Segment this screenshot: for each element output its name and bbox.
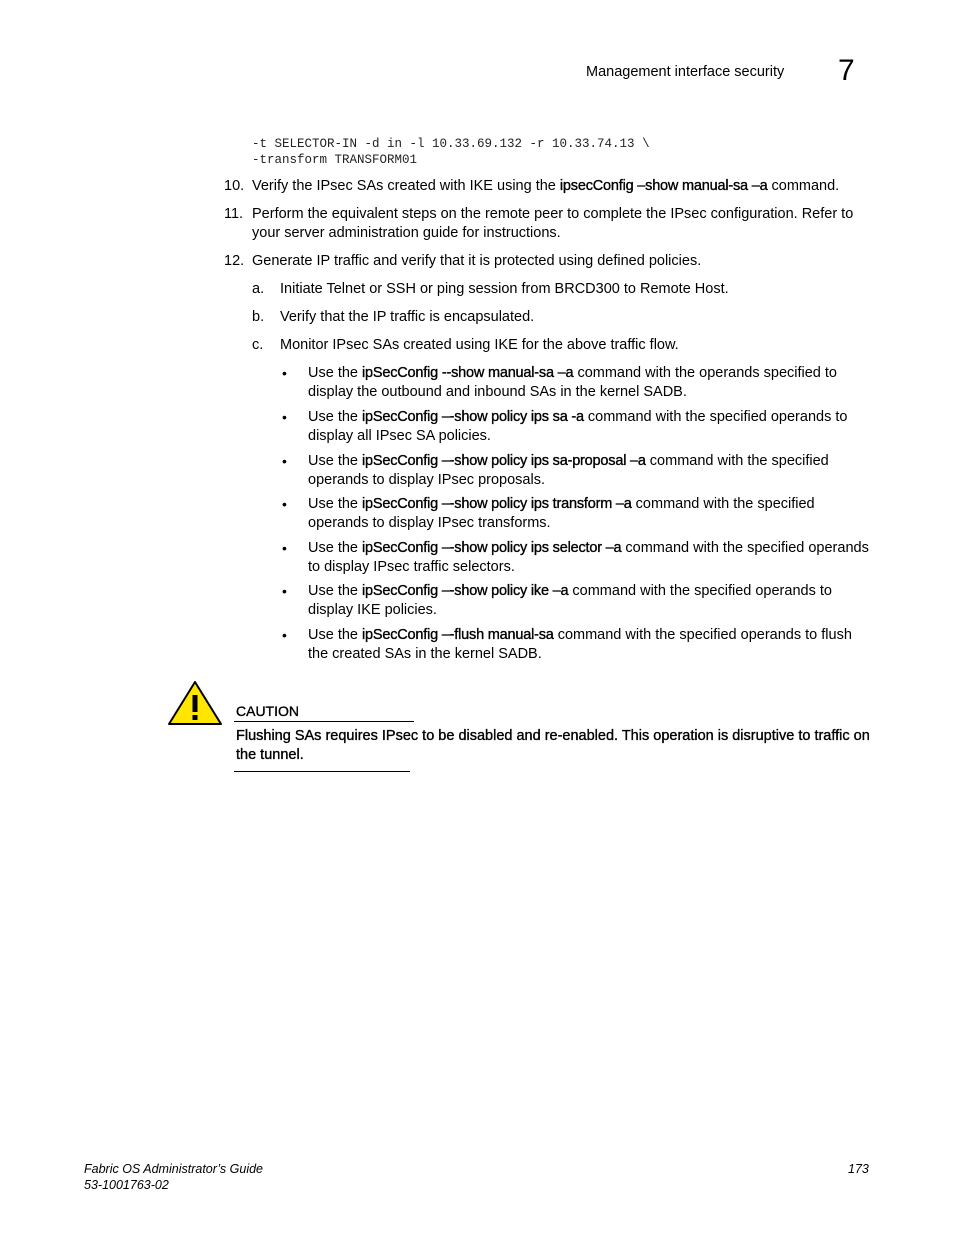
command-name: ipsecConfig –show manual-sa –a [559, 178, 768, 194]
bullet-text-post: command with the specified operands to flush the created SAs in the kernel SADB. [308, 627, 852, 662]
chapter-number: 7 [838, 54, 855, 87]
bullet-text-pre: Use the [308, 627, 362, 643]
bullet-marker: • [282, 540, 287, 556]
substep-letter: b. [252, 309, 265, 325]
step-11-text: Perform the equivalent steps on the remote peer to complete the IPsec configuration. Refer to your server administration guide for instructions. [252, 206, 854, 241]
step-text-post: command. [767, 178, 840, 194]
code-line-1: -t SELECTOR-IN -d in -l 10.33.69.132 -r 10.33.74.13 \ [252, 137, 650, 151]
step-12-text: Generate IP traffic and verify that it is protected using defined policies. [252, 253, 702, 269]
command-name: ipSecConfig –-show policy ips sa -a [362, 409, 584, 425]
command-name: ipSecConfig –-show policy ips sa-proposal –a [362, 453, 646, 469]
bullet-text-pre: Use the [308, 496, 362, 512]
bullet-item [308, 364, 873, 402]
footer-page-number: 173 [848, 1162, 869, 1176]
bullet-text-pre: Use the [308, 453, 362, 469]
step-number: 10. [224, 178, 245, 194]
command-name: ipSecConfig --show manual-sa –a [362, 365, 574, 381]
bullet-marker: • [282, 583, 287, 599]
step-10-text [252, 177, 872, 196]
code-line-2: -transform TRANSFORM01 [252, 153, 418, 167]
step-number: 11. [224, 206, 244, 222]
bullet-marker: • [282, 453, 287, 469]
bullet-item [308, 539, 873, 577]
substep-a-text: Initiate Telnet or SSH or ping session from BRCD300 to Remote Host. [280, 281, 729, 297]
bullet-marker: • [282, 627, 287, 643]
bullet-marker: • [282, 496, 287, 512]
command-name: ipSecConfig –-show policy ips selector –a [362, 540, 622, 556]
bullet-text-post: command with the specified operands to display all IPsec SA policies. [308, 409, 848, 444]
caution-top-rule [234, 721, 414, 722]
bullet-marker: • [282, 365, 287, 381]
substep-letter: a. [252, 281, 265, 297]
substep-c-text: Monitor IPsec SAs created using IKE for the above traffic flow. [280, 337, 679, 353]
command-name: ipSecConfig –-flush manual-sa [362, 627, 554, 643]
bullet-text-post: command with the specified operands to display IPsec proposals. [308, 453, 829, 488]
running-header: Management interface security [586, 64, 785, 80]
caution-label: CAUTION [236, 703, 299, 719]
step-number: 12. [224, 253, 245, 269]
bullet-text-post: command with the specified operands to display IPsec transforms. [308, 496, 815, 531]
substep-letter: c. [252, 337, 264, 353]
caution-bottom-rule [234, 771, 410, 772]
command-name: ipSecConfig –-show policy ips transform –a [362, 496, 632, 512]
bullet-marker: • [282, 409, 287, 425]
step-text-pre: Verify the IPsec SAs created with IKE using the [252, 178, 560, 194]
caution-warning-icon [167, 680, 223, 726]
bullet-text-pre: Use the [308, 583, 362, 599]
footer-doc-title: Fabric OS Administrator’s Guide [84, 1162, 263, 1176]
bullet-text-pre: Use the [308, 409, 362, 425]
bullet-text-pre: Use the [308, 365, 362, 381]
substep-b-text: Verify that the IP traffic is encapsulated. [280, 309, 535, 325]
bullet-item [308, 495, 873, 533]
bullet-text-post: command with the specified operands to display IKE policies. [308, 583, 832, 618]
command-name: ipSecConfig –-show policy ike –a [362, 583, 569, 599]
bullet-item [308, 582, 873, 620]
bullet-item [308, 408, 873, 446]
bullet-item [308, 452, 873, 490]
footer-doc-number: 53-1001763-02 [84, 1178, 169, 1192]
bullet-text-post: command with the operands specified to display the outbound and inbound SAs in the kernel SADB. [308, 365, 837, 400]
bullet-item [308, 626, 873, 664]
bullet-text-pre: Use the [308, 540, 362, 556]
bullet-text-post: command with the specified operands to display IPsec traffic selectors. [308, 540, 869, 575]
caution-text: Flushing SAs requires IPsec to be disabled and re-enabled. This operation is disruptive to traffic on the tunnel. [236, 728, 870, 763]
